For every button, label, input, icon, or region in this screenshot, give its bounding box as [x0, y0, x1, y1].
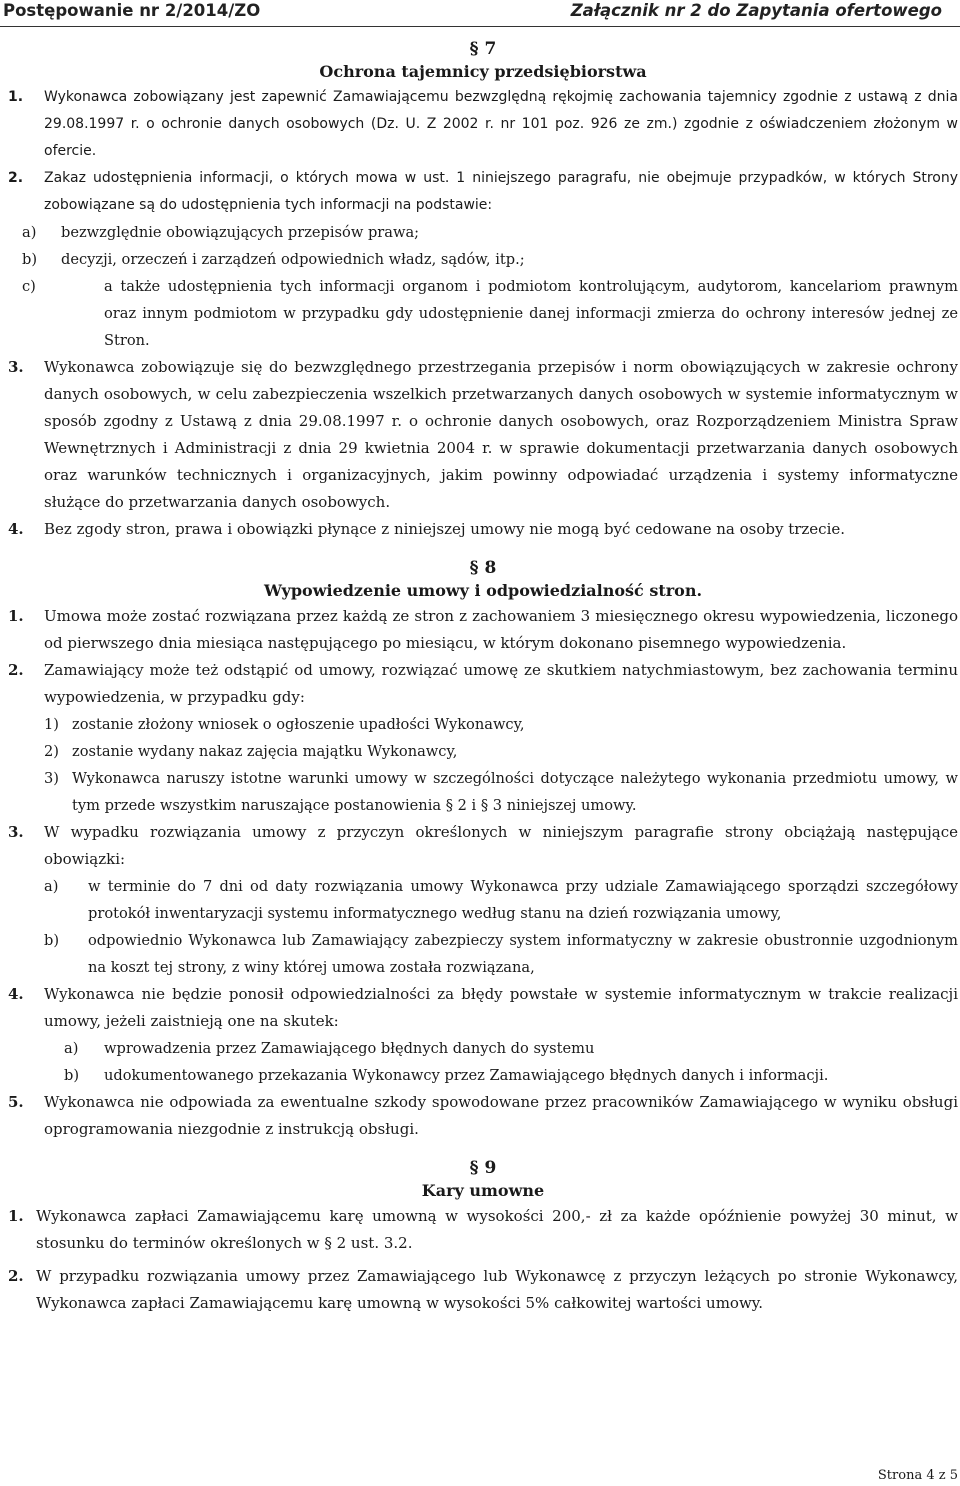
- document-body: [8, 38, 958, 1317]
- section-7-number: § 7: [469, 39, 497, 59]
- s8-item-2-sub-1: 1) zostanie złożony wniosek o ogłoszenie upadłości Wykonawcy,: [44, 716, 525, 733]
- s9-item-1: 1. Wykonawca zapłaci Zamawiającemu karę umowną w wysokości 200,- zł za każde opóźnienie powyżej 30 minut, w stosunku do terminów określonych w § 2 ust. 3.2.: [8, 1207, 958, 1252]
- s8-item-4-sub-a: a) wprowadzenia przez Zamawiającego błędnych danych do systemu: [64, 1040, 595, 1057]
- s8-item-2-sub-3: 3) Wykonawca naruszy istotne warunki umowy w szczególności dotyczące należytego wykonania przedmiotu umowy, w tym przede wszystkim naruszające postanowienia § 2 i § 3 niniejszej umowy.: [44, 770, 958, 814]
- s8-item-4: 4. Wykonawca nie będzie ponosił odpowiedzialności za błędy powstałe w systemie informatycznym w trakcie realizacji umowy, jeżeli zaistnieją one na skutek:: [8, 985, 958, 1030]
- section-7-title: Ochrona tajemnicy przedsiębiorstwa: [319, 62, 647, 81]
- s9-item-2: 2. W przypadku rozwiązania umowy przez Zamawiającego lub Wykonawcę z przyczyn leżących po stronie Wykonawcy, Wykonawca zapłaci Zamawiającemu karę umowną w wysokości 5% całkowitej wartości umowy.: [8, 1267, 958, 1312]
- s7-item-2: 2. Zakaz udostępnienia informacji, o których mowa w ust. 1 niniejszego paragrafu, nie obejmuje przypadków, w których Strony zobowiązane są do udostępnienia tych informacji na podstawie:: [8, 170, 958, 213]
- page-header: [0, 0, 960, 24]
- s7-item-1: 1. Wykonawca zobowiązany jest zapewnić Zamawiającemu bezwzględną rękojmię zachowania tajemnicy zgodnie z ustawą z dnia 29.08.1997 r. o ochronie danych osobowych (Dz. U. Z 2002 r. nr 101 poz. 926 ze zm.) zgodnie z oświadczeniem złożonym w ofercie.: [8, 89, 958, 159]
- s8-item-3-sub-b: b) odpowiednio Wykonawca lub Zamawiający zabezpieczy system informatyczny w zakresie obustronnie uzgodnionym na koszt tej strony, z winy której umowa została rozwiązana,: [44, 932, 958, 976]
- s8-item-1: 1. Umowa może zostać rozwiązana przez każdą ze stron z zachowaniem 3 miesięcznego okresu wypowiedzenia, liczonego od pierwszego dnia miesiąca następującego po miesiącu, w którym dokonano pisemnego wypowiedzenia.: [8, 607, 958, 652]
- s7-item-4: 4. Bez zgody stron, prawa i obowiązki płynące z niniejszej umowy nie mogą być cedowane na osoby trzecie.: [8, 520, 846, 538]
- header-divider: [0, 26, 960, 27]
- section-9-number: § 9: [469, 1158, 497, 1178]
- s8-item-5: 5. Wykonawca nie odpowiada za ewentualne szkody spowodowane przez pracowników Zamawiającego w wyniku obsługi oprogramowania niezgodnie z instrukcją obsługi.: [8, 1093, 958, 1138]
- s7-subitem-a: a) bezwzględnie obowiązujących przepisów prawa;: [22, 224, 420, 241]
- attachment-label: Załącznik nr 2 do Zapytania ofertowego: [570, 1, 942, 20]
- s8-item-3: 3. W wypadku rozwiązania umowy z przyczyn określonych w niniejszym paragrafie strony obciążają następujące obowiązki:: [8, 823, 958, 868]
- s8-item-3-sub-a: a) w terminie do 7 dni od daty rozwiązania umowy Wykonawca przy udziale Zamawiającego sporządzi szczegółowy protokół inwentaryzacji systemu informatycznego według stanu na dzień rozwiązania umowy,: [44, 878, 958, 922]
- page-number: Strona 4 z 5: [877, 1468, 958, 1483]
- s8-item-4-sub-b: b) udokumentowanego przekazania Wykonawcy przez Zamawiającego błędnych danych i informacji.: [64, 1067, 829, 1084]
- s7-item-3: 3. Wykonawca zobowiązuje się do bezwzględnego przestrzegania przepisów i norm obowiązujących w zakresie ochrony danych osobowych, w celu zabezpieczenia wszelkich przetwarzanych danych osobowych w systemie informatycznym w sposób zgodny z Ustawą z dnia 29.08.1997 r. o ochronie danych osobowych, oraz Rozporządzeniem Ministra Spraw Wewnętrznych i Administracji z dnia 29 kwietnia 2004 r. w sprawie dokumentacji przetwarzania danych osobowych oraz warunków technicznych i organizacyjnych, jakim powinny odpowiadać urządzenia i systemy informatyczne służące do przetwarzania danych osobowych.: [8, 358, 958, 511]
- s8-item-2-sub-2: 2) zostanie wydany nakaz zajęcia majątku Wykonawcy,: [44, 743, 458, 760]
- section-8-number: § 8: [469, 558, 497, 578]
- s7-subitem-b: b) decyzji, orzeczeń i zarządzeń odpowiednich władz, sądów, itp.;: [22, 251, 525, 268]
- s8-item-2: 2. Zamawiający może też odstąpić od umowy, rozwiązać umowę ze skutkiem natychmiastowym, bez zachowania terminu wypowiedzenia, w przypadku gdy:: [8, 661, 958, 706]
- section-8-title: Wypowiedzenie umowy i odpowiedzialność stron.: [263, 581, 703, 600]
- procedure-number: Postępowanie nr 2/2014/ZO: [3, 1, 261, 20]
- s7-subitem-c: c) a także udostępnienia tych informacji organom i podmiotom kontrolującym, audytorom, kancelariom prawnym oraz innym podmiotom w przypadku gdy udostępnienie danej informacji zmierza do ochrony interesów jednej ze Stron.: [22, 278, 958, 349]
- section-9-title: Kary umowne: [421, 1181, 545, 1200]
